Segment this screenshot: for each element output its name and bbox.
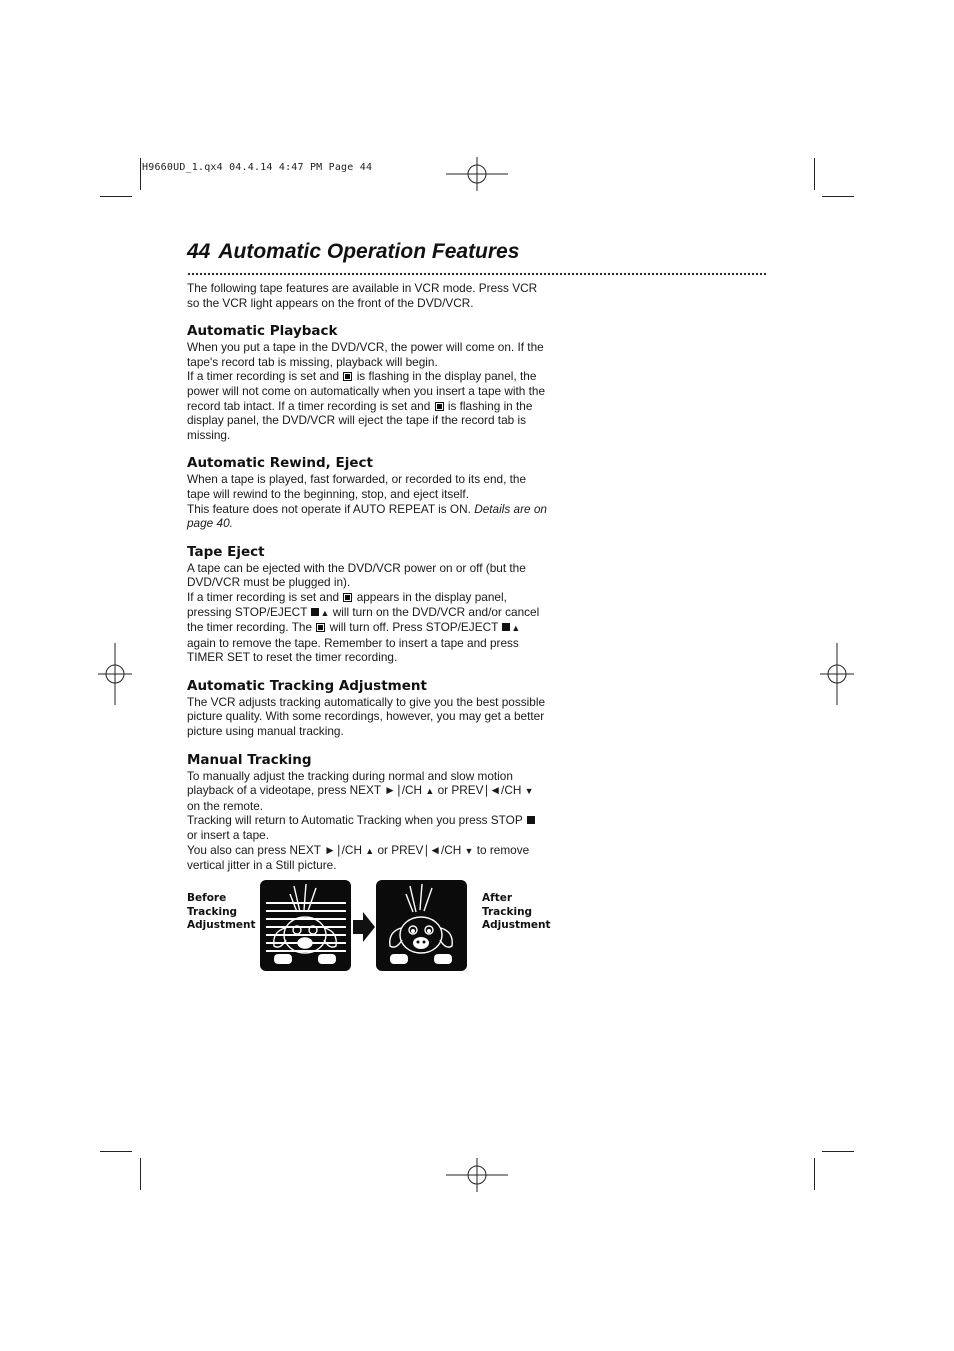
crop-mark xyxy=(814,1158,815,1190)
page-title-text: Automatic Operation Features xyxy=(218,240,520,263)
right-arrow-icon xyxy=(353,912,375,942)
text-run: /CH xyxy=(401,783,423,798)
text-run: This feature does not operate if AUTO REPEAT is ON. xyxy=(187,501,471,516)
text-run: You also can press NEXT xyxy=(187,842,321,857)
section-heading-manual-tracking: Manual Tracking xyxy=(187,751,312,768)
paragraph xyxy=(187,813,547,842)
after-label xyxy=(482,892,551,933)
stop-icon xyxy=(502,623,510,631)
section-heading-tape-eject: Tape Eject xyxy=(187,543,265,560)
down-arrow-icon: ▼ xyxy=(524,786,534,797)
crop-mark xyxy=(822,196,854,197)
page-number: 44 xyxy=(187,240,211,263)
section-heading-automatic-playback: Automatic Playback xyxy=(187,323,338,340)
text-run: or PREV xyxy=(437,783,484,798)
text-run: will turn on the DVD/VCR and/or cancel the timer recording. The xyxy=(187,604,540,635)
crop-mark xyxy=(822,1151,854,1152)
text-run: will turn off. Press STOP/EJECT xyxy=(329,620,499,635)
paragraph xyxy=(187,502,547,531)
text-run: to remove vertical jitter in a Still picture. xyxy=(187,842,530,873)
registration-mark-icon xyxy=(98,643,132,705)
timer-icon xyxy=(343,372,352,381)
page-body xyxy=(187,281,547,873)
print-slug: H9660UD_1.qx4 04.4.14 4:47 PM Page 44 xyxy=(142,162,373,173)
text-run: on the remote. xyxy=(187,798,264,813)
label-line: Adjustment xyxy=(187,919,256,931)
crop-mark xyxy=(814,158,815,190)
text-run: appears in the display panel, pressing STOP/EJECT xyxy=(187,589,507,619)
after-tracking-screen xyxy=(376,880,467,971)
label-line: After xyxy=(482,892,513,904)
text-run: /CH xyxy=(501,783,522,798)
text-run: /CH xyxy=(341,842,362,857)
text-run: or PREV xyxy=(377,842,424,857)
text-run: again to remove the tape. Remember to insert a tape and press TIMER SET to reset the timer recording. xyxy=(187,635,519,665)
text-run: or insert a tape. xyxy=(187,828,269,843)
paragraph xyxy=(187,769,547,814)
paragraph: A tape can be ejected with the DVD/VCR power on or off (but the DVD/VCR must be plugged in). xyxy=(187,560,526,590)
page-reference: Details are on page 40. xyxy=(187,501,547,531)
crop-mark xyxy=(140,158,141,190)
section-heading-automatic-tracking: Automatic Tracking Adjustment xyxy=(187,677,427,694)
next-icon: ►∣ xyxy=(324,842,342,857)
down-arrow-icon: ▼ xyxy=(464,845,474,856)
text-run: is flashing in the display panel, the power will not come on automatically when you insert a tape with the record tab intact. If a timer recording is set and xyxy=(187,369,546,413)
label-line: Before xyxy=(187,892,227,904)
eject-icon: ▲ xyxy=(511,623,521,634)
label-line: Adjustment xyxy=(482,919,551,931)
prev-icon: ∣◄ xyxy=(483,783,502,798)
paragraph xyxy=(187,843,547,873)
before-tracking-screen xyxy=(260,880,351,971)
text-run: Tracking will return to Automatic Tracking when you press STOP xyxy=(187,813,523,828)
stop-icon xyxy=(311,608,319,616)
eject-icon: ▲ xyxy=(320,607,330,618)
up-arrow-icon: ▲ xyxy=(365,845,375,856)
label-line: Tracking xyxy=(187,905,238,918)
registration-mark-icon xyxy=(446,1158,508,1192)
up-arrow-icon: ▲ xyxy=(425,786,435,797)
registration-mark-icon xyxy=(820,643,854,705)
timer-icon xyxy=(316,623,325,632)
paragraph xyxy=(187,369,547,442)
section-heading-automatic-rewind-eject: Automatic Rewind, Eject xyxy=(187,455,373,472)
paragraph xyxy=(187,590,547,665)
crop-mark xyxy=(100,196,132,197)
before-label xyxy=(187,892,256,933)
prev-icon: ∣◄ xyxy=(423,842,441,857)
timer-icon xyxy=(435,402,444,411)
crop-mark xyxy=(100,1151,132,1152)
text-run: To manually adjust the tracking during normal and slow motion playback of a videotape, press NEXT xyxy=(187,768,513,798)
next-icon: ►∣ xyxy=(384,783,402,798)
registration-mark-icon xyxy=(446,157,508,191)
page-title xyxy=(187,240,519,264)
paragraph: The VCR adjusts tracking automatically to give you the best possible picture quality. With some recordings, however, you may get a better picture using manual tracking. xyxy=(187,694,546,739)
text-run: If a timer recording is set and xyxy=(187,369,340,384)
paragraph: When you put a tape in the DVD/VCR, the power will come on. If the tape's record tab is missing, playback will begin. xyxy=(187,340,544,369)
crop-mark xyxy=(140,1158,141,1190)
label-line: Tracking xyxy=(482,905,533,918)
stop-icon xyxy=(527,816,535,824)
intro-paragraph: The following tape features are available in VCR mode. Press VCR so the VCR light appears on the front of the DVD/VCR. xyxy=(187,281,538,310)
text-run: is flashing in the display panel, the DVD/VCR will eject the tape if the record tab is missing. xyxy=(187,398,533,442)
paragraph: When a tape is played, fast forwarded, or recorded to its end, the tape will rewind to the beginning, stop, and eject itself. xyxy=(187,472,527,501)
text-run: If a timer recording is set and xyxy=(187,589,340,604)
dotted-rule xyxy=(187,272,768,276)
timer-icon xyxy=(343,593,352,602)
text-run: /CH xyxy=(440,842,462,857)
